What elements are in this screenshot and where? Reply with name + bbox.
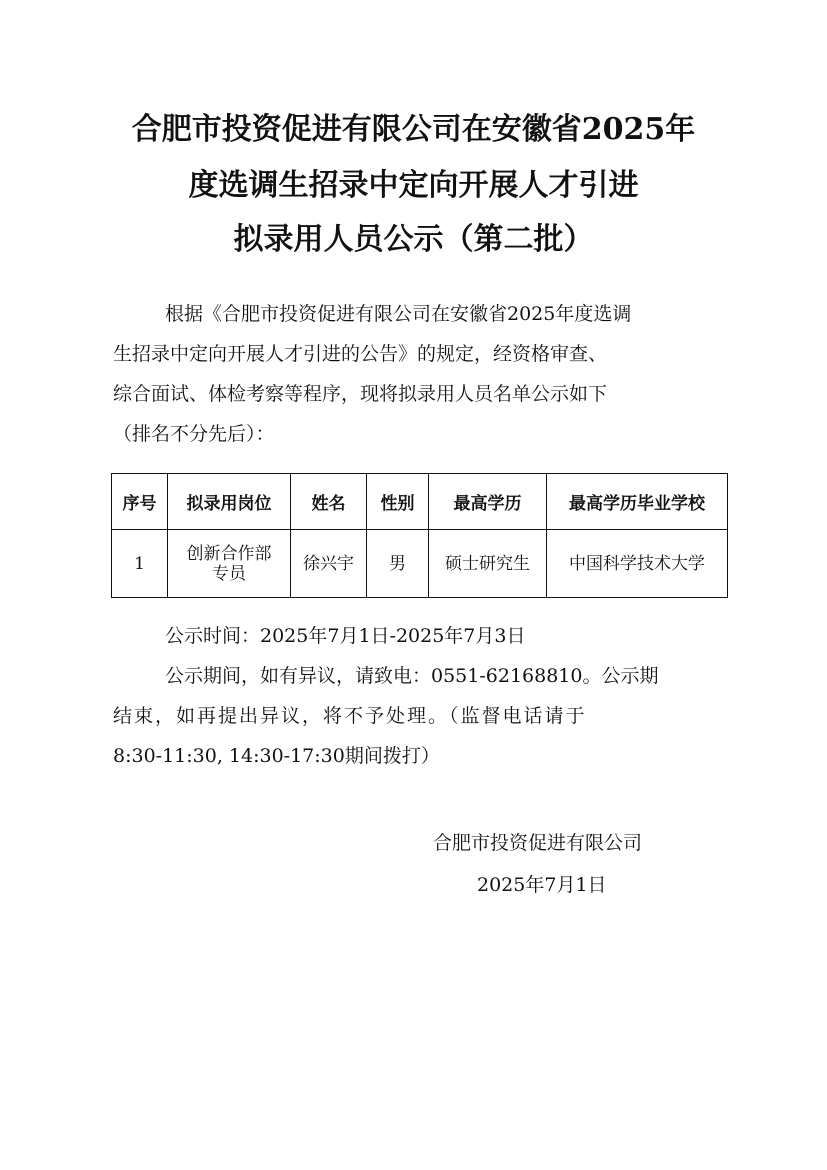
title-line-2: 度选调生招录中定向开展人才引进 <box>188 168 639 203</box>
position-line: 创新合作部 <box>186 543 272 564</box>
cell-gender: 男 <box>367 530 429 598</box>
header-degree: 最高学历 <box>429 474 547 530</box>
notice-line: 公示期间，如有异议，请致电：0551-62168810。公示期 <box>165 665 659 687</box>
intro-line: （排名不分先后）： <box>113 423 275 445</box>
notice-line: 结束，如再提出异议，将不予处理。（监督电话请于 <box>113 705 587 727</box>
header-no: 序号 <box>112 474 168 530</box>
title-line-1: 合肥市投资促进有限公司在安徽省2025年 <box>131 112 696 147</box>
candidate-table <box>111 473 728 598</box>
intro-line: 根据《合肥市投资促进有限公司在安徽省2025年度选调 <box>165 303 632 325</box>
signature-date: 2025年7月1日 <box>477 874 607 896</box>
intro-line: 综合面试、体检考察等程序，现将拟录用人员名单公示如下 <box>113 383 608 405</box>
intro-paragraph <box>113 294 715 454</box>
cell-degree: 硕士研究生 <box>429 530 547 598</box>
header-school: 最高学历毕业学校 <box>547 474 728 530</box>
header-gender: 性别 <box>367 474 429 530</box>
signature-org: 合肥市投资促进有限公司 <box>433 832 643 854</box>
title-line-3: 拟录用人员公示（第二批） <box>233 222 594 257</box>
notice-contact <box>113 656 715 776</box>
cell-name: 徐兴宇 <box>291 530 367 598</box>
notice-line: 8:30-11:30, 14:30-17:30期间拨打） <box>113 745 440 767</box>
position-line: 专员 <box>212 563 246 584</box>
table-row <box>112 530 728 598</box>
cell-position <box>168 530 291 598</box>
intro-line: 生招录中定向开展人才引进的公告》的规定，经资格审查、 <box>113 343 608 365</box>
table-header-row <box>112 474 728 530</box>
header-name: 姓名 <box>291 474 367 530</box>
cell-school: 中国科学技术大学 <box>547 530 728 598</box>
cell-no: 1 <box>112 530 168 598</box>
notice-period-text: 公示时间：2025年7月1日-2025年7月3日 <box>165 625 526 647</box>
header-position: 拟录用岗位 <box>168 474 291 530</box>
notice-period <box>113 616 715 656</box>
